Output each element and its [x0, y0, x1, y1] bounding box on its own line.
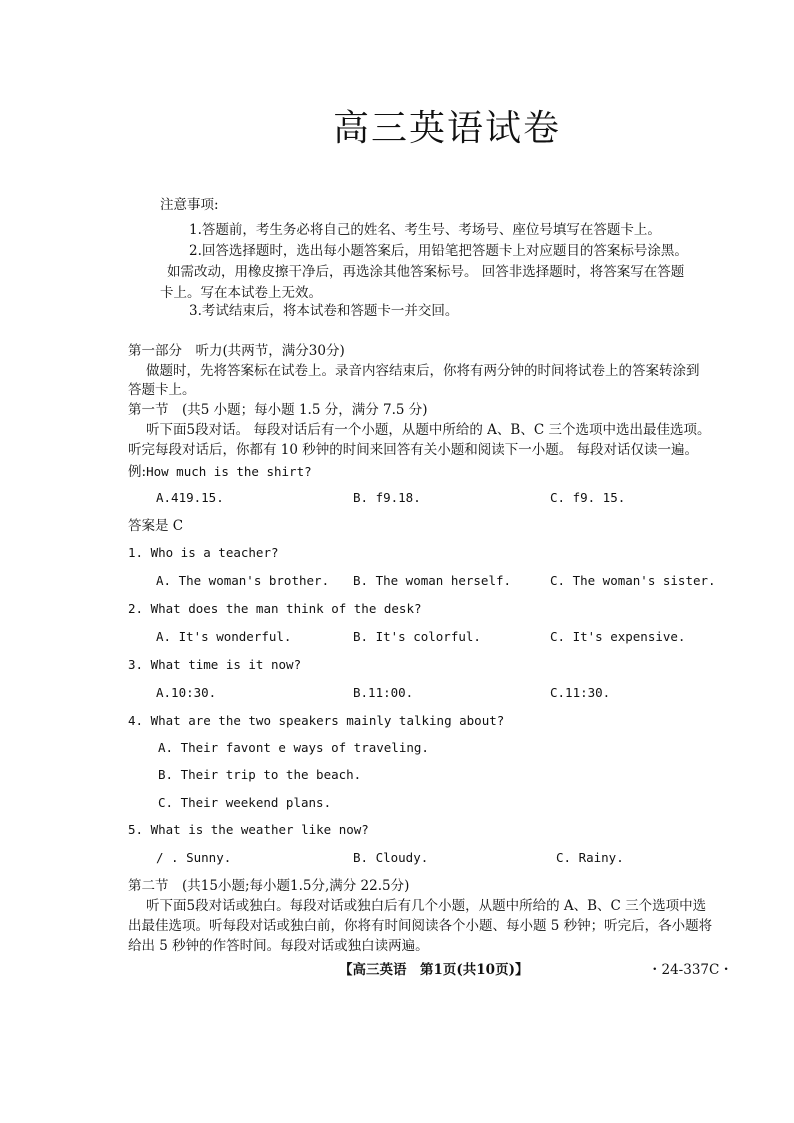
part1-instruction-1: 做题时，先将答案标在试卷上。录音内容结束后，你将有两分钟的时间将试卷上的答案转涂到 — [146, 363, 700, 379]
question-4: 4. What are the two speakers mainly talking about? — [128, 713, 505, 728]
section2-instruction-1: 听下面5段对话或独白。每段对话或独白后有几个小题，从题中所给的 A、B、C 三个选项中选 — [146, 898, 707, 914]
q4-option-b: B. Their trip to the beach. — [158, 767, 362, 782]
q5-option-a: / . Sunny. — [156, 850, 232, 865]
notice-item-3: 3.考试结束后，将本试卷和答题卡一并交回。 — [189, 303, 459, 319]
notice-item-1: 1.答题前，考生务必将自己的姓名、考生号、考场号、座位号填写在答题卡上。 — [189, 222, 661, 238]
example-option-b: B. f9.18. — [353, 490, 421, 505]
question-2: 2. What does the man think of the desk? — [128, 601, 422, 616]
example-prefix: 例: — [128, 464, 147, 480]
notice-heading: 注意事项: — [160, 197, 219, 213]
q2-option-b: B. It's colorful. — [353, 629, 481, 644]
q2-option-a: A. It's wonderful. — [156, 629, 292, 644]
q5-option-c: C. Rainy. — [556, 850, 624, 865]
section2-instruction-2: 出最佳选项。听每段对话或独白前，你将有时间阅读各个小题、每小题 5 秒钟；听完后，各小题将 — [128, 918, 713, 934]
q3-option-b: B.11:00. — [353, 685, 414, 700]
example-answer: 答案是 C — [128, 518, 184, 534]
q3-option-c: C.11:30. — [550, 685, 611, 700]
q4-option-c: C. Their weekend plans. — [158, 795, 332, 810]
notice-item-2-cont: 如需改动，用橡皮擦干净后，再选涂其他答案标号。 回答非选择题时，将答案写在答题 — [167, 264, 685, 280]
q1-option-c: C. The woman's sister. — [550, 573, 716, 588]
question-1: 1. Who is a teacher? — [128, 545, 279, 560]
example-option-c: C. f9. 15. — [550, 490, 626, 505]
example-question: How much is the shirt? — [146, 464, 312, 479]
q4-option-a: A. Their favont e ways of traveling. — [158, 740, 429, 755]
example-line — [128, 461, 312, 481]
question-3: 3. What time is it now? — [128, 657, 302, 672]
example-option-a: A.419.15. — [156, 490, 224, 505]
paper-code: ・24-337C・ — [648, 962, 733, 978]
notice-item-2: 2.回答选择题时，选出每小题答案后，用铅笔把答题卡上对应题目的答案标号涂黑。 — [189, 243, 688, 259]
question-5: 5. What is the weather like now? — [128, 822, 369, 837]
part1-heading: 第一部分 听力(共两节，满分30分) — [128, 343, 345, 359]
section1-instruction-2: 听完每段对话后，你都有 10 秒钟的时间来回答有关小题和阅读下一小题。 每段对话仅读一遍。 — [128, 442, 699, 458]
q3-option-a: A.10:30. — [156, 685, 217, 700]
q5-option-b: B. Cloudy. — [353, 850, 429, 865]
q2-option-c: C. It's expensive. — [550, 629, 686, 644]
notice-item-2-cont2: 卡上。写在本试卷上无效。 — [160, 285, 322, 301]
section2-heading: 第二节 (共15小题;每小题1.5分,满分 22.5分) — [128, 878, 410, 894]
section2-instruction-3: 给出 5 秒钟的作答时间。每段对话或独白读两遍。 — [128, 938, 429, 954]
section1-heading: 第一节 (共5 小题；每小题 1.5 分，满分 7.5 分) — [128, 402, 428, 418]
part1-instruction-2: 答题卡上。 — [128, 382, 196, 398]
q1-option-a: A. The woman's brother. — [156, 573, 330, 588]
page-footer: 【高三英语 第1页(共10页)】 — [339, 962, 529, 978]
q1-option-b: B. The woman herself. — [353, 573, 512, 588]
section1-instruction-1: 听下面5段对话。 每段对话后有一个小题，从题中所给的 A、B、C 三个选项中选出最佳选项。 — [146, 422, 711, 438]
